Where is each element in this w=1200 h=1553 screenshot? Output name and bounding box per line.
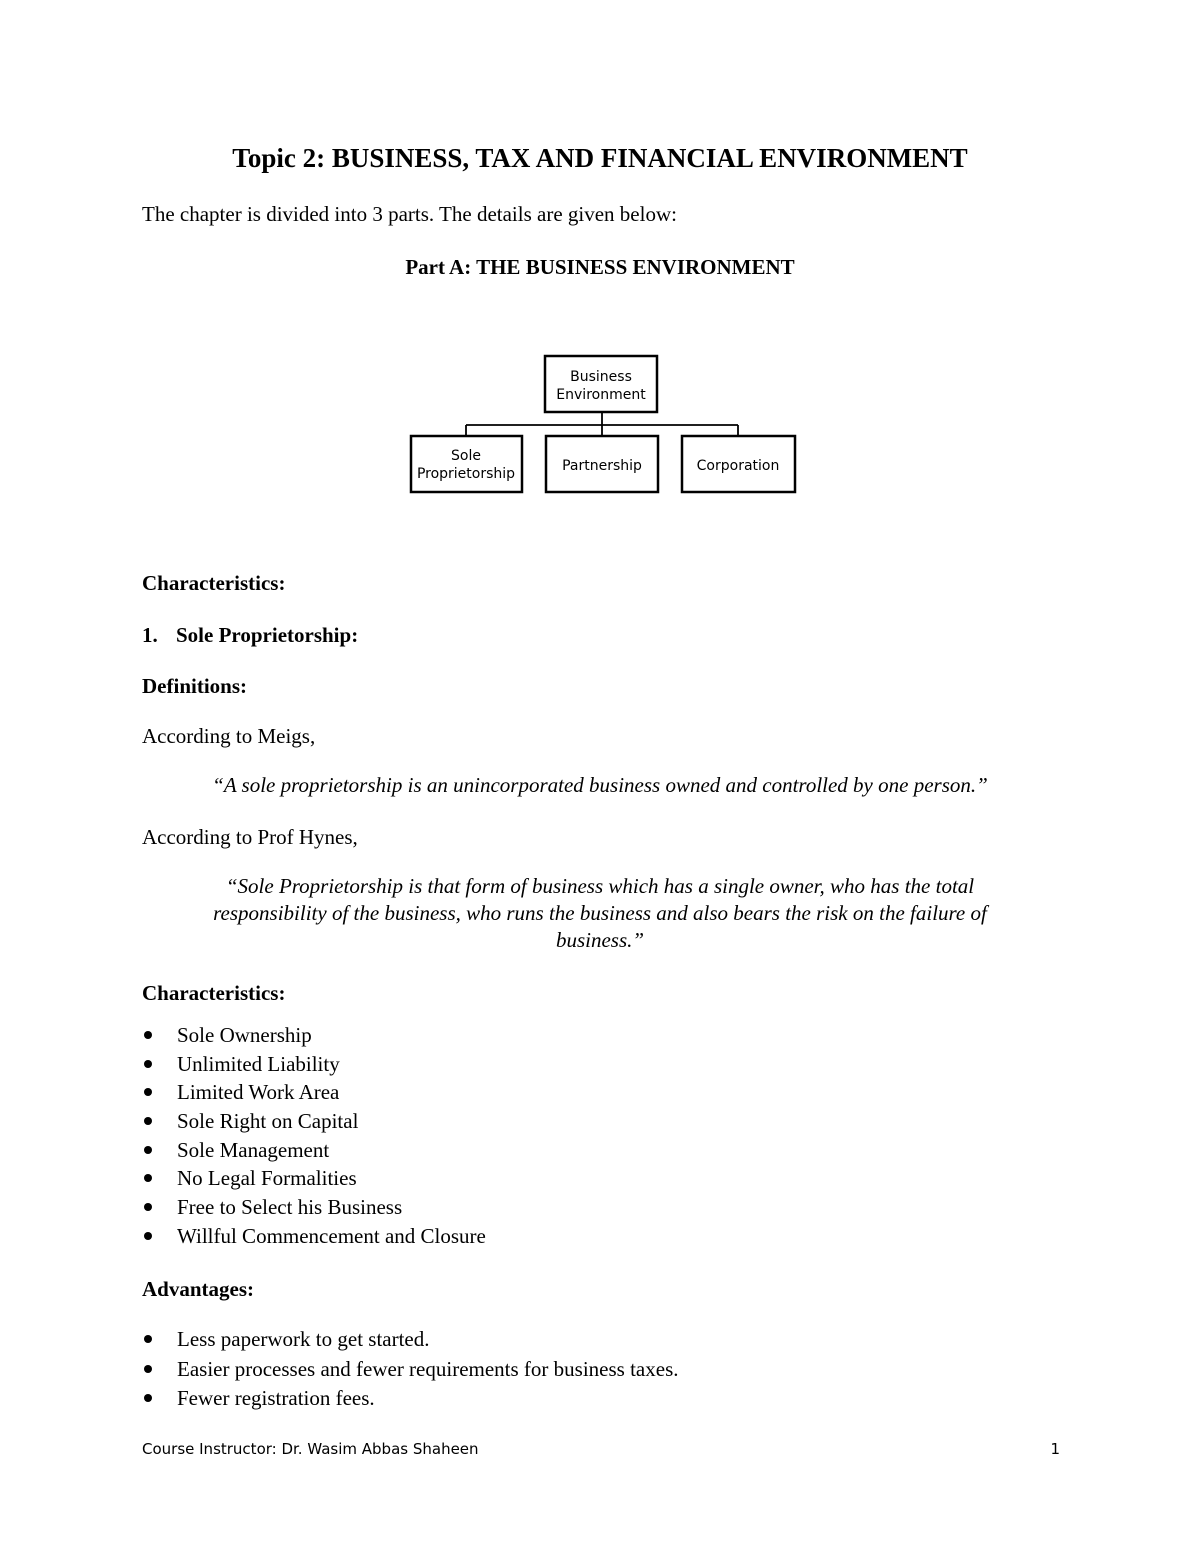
- org-node-sole-proprietorship-label-2: Proprietorship: [416, 466, 516, 482]
- org-node-sole-proprietorship: [411, 436, 522, 492]
- bullet-icon: [144, 1146, 152, 1154]
- business-environment-org-chart: [405, 350, 805, 500]
- hynes-intro: According to Prof Hynes,: [142, 825, 358, 849]
- bullet-icon: [144, 1117, 152, 1125]
- org-node-sole-proprietorship-label-1: Sole: [451, 448, 481, 464]
- hynes-quote-line-2: responsibility of the business, who runs the business and also bears the risk on the failure of: [213, 901, 987, 925]
- advantages-list: [142, 1325, 679, 1414]
- document-title: Topic 2: BUSINESS, TAX AND FINANCIAL ENVIRONMENT: [232, 143, 968, 173]
- list-item: Sole Ownership: [142, 1021, 486, 1050]
- list-item: Less paperwork to get started.: [142, 1325, 679, 1355]
- meigs-quote: “A sole proprietorship is an unincorporated business owned and controlled by one person.”: [212, 773, 988, 797]
- footer-page-number: 1: [1050, 1440, 1060, 1458]
- list-item: Sole Management: [142, 1136, 486, 1165]
- definitions-heading: Definitions:: [142, 674, 247, 698]
- org-node-partnership-label: Partnership: [562, 458, 642, 474]
- section-1-number: 1.: [142, 623, 158, 647]
- characteristics-heading: Characteristics:: [142, 571, 286, 595]
- section-1-title: Sole Proprietorship:: [176, 623, 359, 647]
- hynes-quote: [150, 873, 1050, 954]
- bullet-icon: [144, 1060, 152, 1068]
- advantages-heading: Advantages:: [142, 1277, 255, 1301]
- list-item: Limited Work Area: [142, 1078, 486, 1107]
- bullet-icon: [144, 1394, 152, 1402]
- bullet-icon: [144, 1335, 152, 1343]
- list-item: Easier processes and fewer requirements for business taxes.: [142, 1355, 679, 1385]
- section-1-heading: [142, 621, 358, 649]
- org-node-business-environment-label-2: Environment: [556, 387, 646, 403]
- bullet-icon: [144, 1031, 152, 1039]
- list-item: Willful Commencement and Closure: [142, 1222, 486, 1251]
- characteristics-list: [142, 1021, 486, 1251]
- part-a-heading: Part A: THE BUSINESS ENVIRONMENT: [405, 255, 795, 279]
- bullet-icon: [144, 1088, 152, 1096]
- list-item: Fewer registration fees.: [142, 1384, 679, 1414]
- org-node-business-environment-label-1: Business: [570, 369, 632, 385]
- list-item: Sole Right on Capital: [142, 1107, 486, 1136]
- list-item: No Legal Formalities: [142, 1164, 486, 1193]
- characteristics-list-heading: Characteristics:: [142, 981, 286, 1005]
- hynes-quote-line-3: business.”: [555, 928, 645, 952]
- org-node-corporation-label: Corporation: [696, 458, 780, 474]
- hynes-quote-line-1: “Sole Proprietorship is that form of business which has a single owner, who has the total: [225, 874, 975, 898]
- footer-instructor: Course Instructor: Dr. Wasim Abbas Shaheen: [142, 1440, 479, 1458]
- list-item: Unlimited Liability: [142, 1050, 486, 1079]
- bullet-icon: [144, 1203, 152, 1211]
- intro-paragraph: The chapter is divided into 3 parts. The details are given below:: [142, 202, 677, 226]
- meigs-intro: According to Meigs,: [142, 724, 316, 748]
- bullet-icon: [144, 1232, 152, 1240]
- bullet-icon: [144, 1365, 152, 1373]
- bullet-icon: [144, 1174, 152, 1182]
- list-item: Free to Select his Business: [142, 1193, 486, 1222]
